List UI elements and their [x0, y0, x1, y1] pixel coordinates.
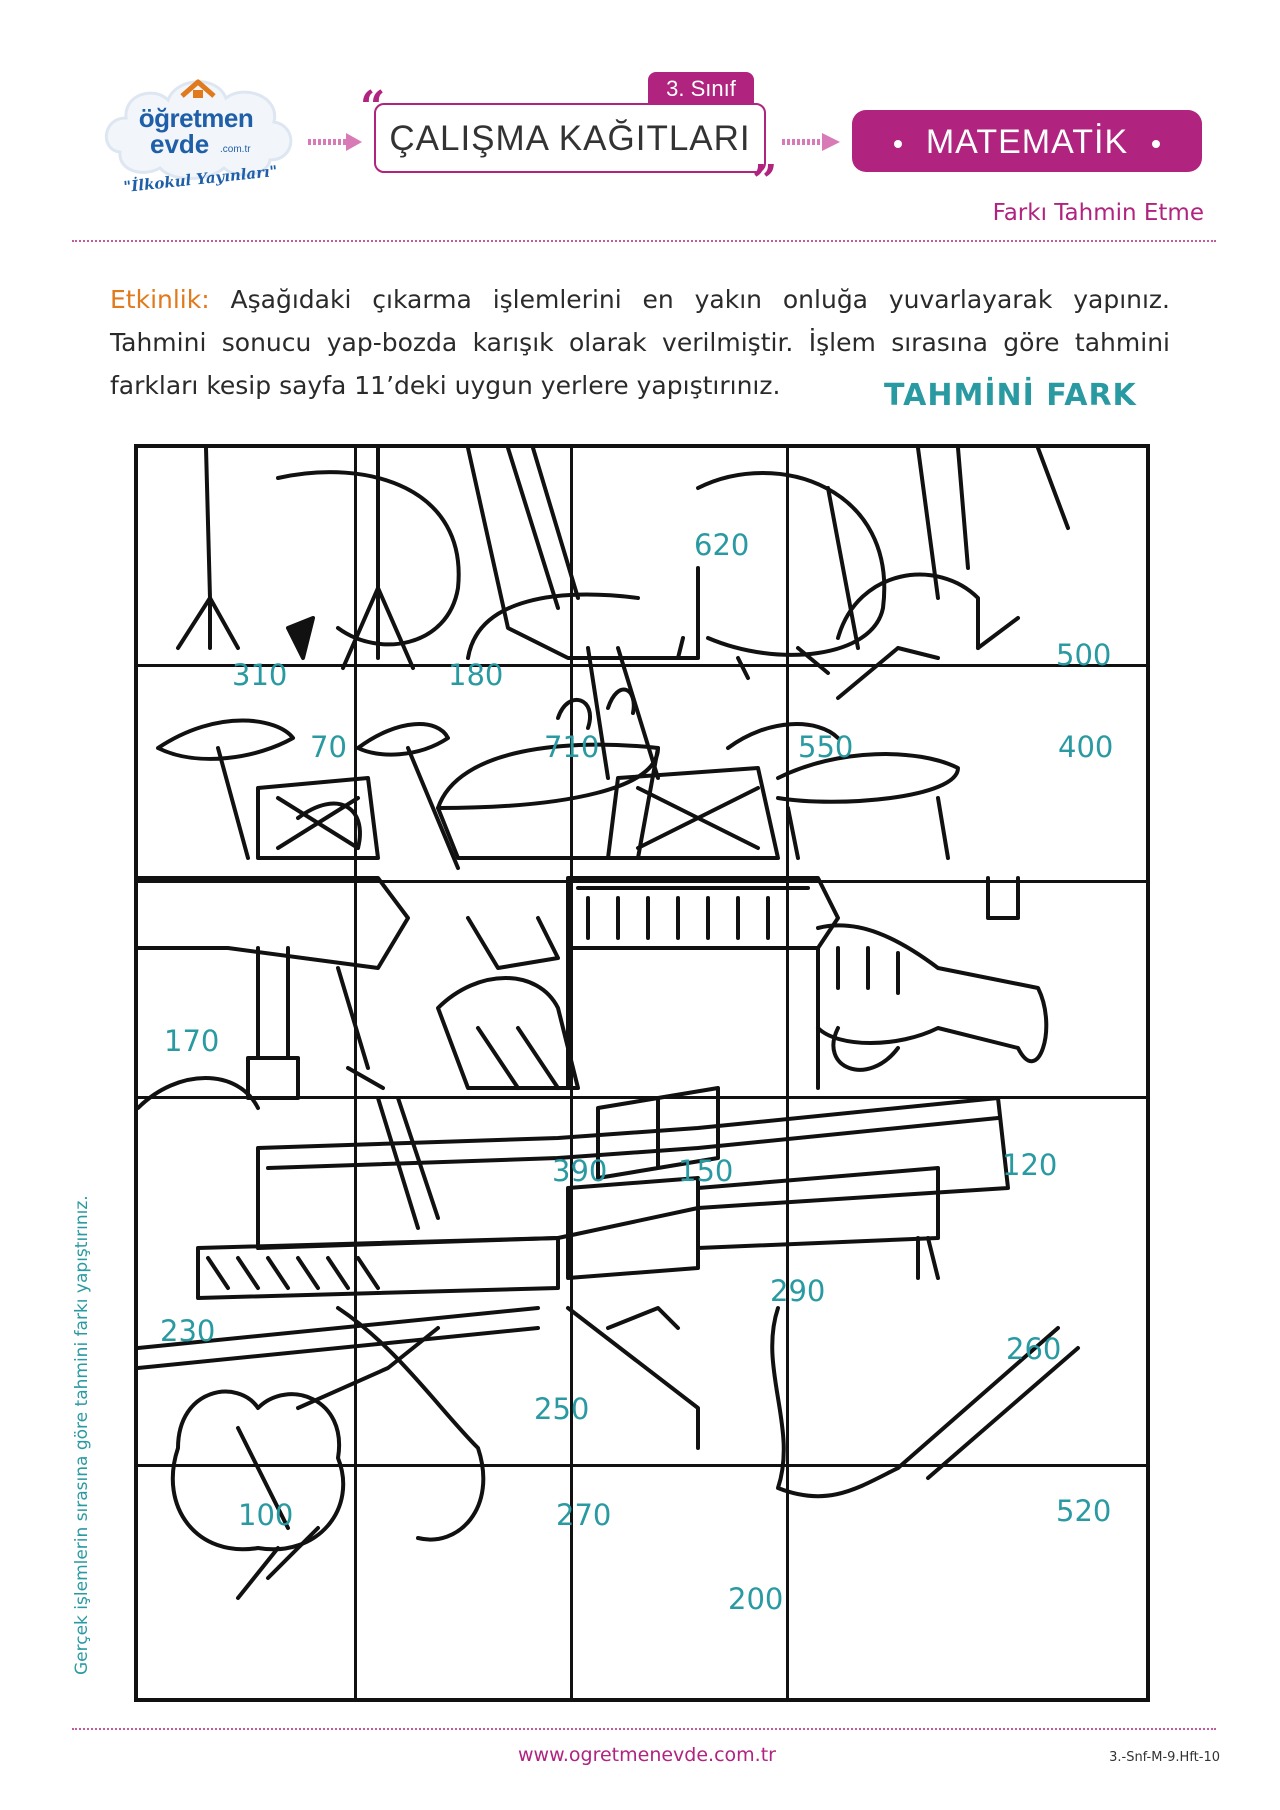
puzzle-number: 70 — [310, 730, 347, 764]
answer-heading: TAHMİNİ FARK — [884, 378, 1137, 413]
divider — [72, 240, 1216, 242]
open-quote-icon: “ — [360, 82, 386, 133]
grade-tab: 3. Sınıf — [648, 72, 754, 104]
topic-title: Farkı Tahmin Etme — [992, 200, 1204, 226]
side-note: Gerçek işlemlerin sırasına göre tahmini farkı yapıştırınız. — [72, 1195, 92, 1675]
footer-url[interactable]: www.ogretmenevde.com.tr — [518, 1744, 776, 1766]
puzzle-number: 230 — [160, 1314, 216, 1348]
logo-evde-text: evde — [150, 129, 210, 159]
logo-tagline: "İlkokul Yayınları" — [122, 161, 279, 197]
subject-label: MATEMATİK — [925, 123, 1129, 161]
puzzle-divider — [138, 880, 1146, 883]
puzzle-number: 170 — [164, 1024, 220, 1058]
bullet-icon — [894, 140, 902, 148]
arrow-right-icon — [780, 130, 844, 154]
divider — [72, 1728, 1216, 1730]
puzzle-divider — [138, 1096, 1146, 1099]
bullet-icon — [1152, 140, 1160, 148]
puzzle-divider — [786, 448, 789, 1698]
jigsaw-puzzle — [134, 444, 1150, 1702]
puzzle-divider — [138, 664, 1146, 667]
puzzle-number: 260 — [1006, 1332, 1062, 1366]
puzzle-number: 620 — [694, 528, 750, 562]
puzzle-number: 100 — [238, 1498, 294, 1532]
arrow-right-icon — [306, 130, 366, 154]
puzzle-number: 500 — [1056, 638, 1112, 672]
puzzle-number: 390 — [552, 1154, 608, 1188]
puzzle-number: 270 — [556, 1498, 612, 1532]
puzzle-number: 180 — [448, 658, 504, 692]
subject-badge — [852, 110, 1202, 172]
puzzle-number: 520 — [1056, 1494, 1112, 1528]
logo-text: öğretmen — [138, 103, 254, 133]
activity-text: Aşağıdaki çıkarma işlemlerini en yakın onluğa yuvarlayarak yapınız. Tahmini sonucu yap-bozda karışık olarak verilmiştir. İşlem sırasına göre tahmini farkları kesip sayfa 11’deki uygun yerlere yapıştırınız. — [110, 285, 1171, 400]
logo — [98, 60, 298, 200]
logo-domain-text: .com.tr — [220, 144, 251, 155]
puzzle-number: 150 — [678, 1154, 734, 1188]
puzzle-number: 290 — [770, 1274, 826, 1308]
puzzle-number: 710 — [544, 730, 600, 764]
puzzle-number: 120 — [1002, 1148, 1058, 1182]
puzzle-number: 250 — [534, 1392, 590, 1426]
puzzle-divider — [138, 1464, 1146, 1467]
puzzle-divider — [354, 448, 357, 1698]
puzzle-number: 200 — [728, 1582, 784, 1616]
puzzle-number: 550 — [798, 730, 854, 764]
activity-label: Etkinlik: — [110, 285, 210, 314]
page-title: ÇALIŞMA KAĞITLARI — [374, 103, 766, 173]
puzzle-number: 310 — [232, 658, 288, 692]
document-code: 3.-Snf-M-9.Hft-10 — [1109, 1750, 1220, 1765]
close-quote-icon: ” — [752, 156, 778, 207]
puzzle-number: 400 — [1058, 730, 1114, 764]
